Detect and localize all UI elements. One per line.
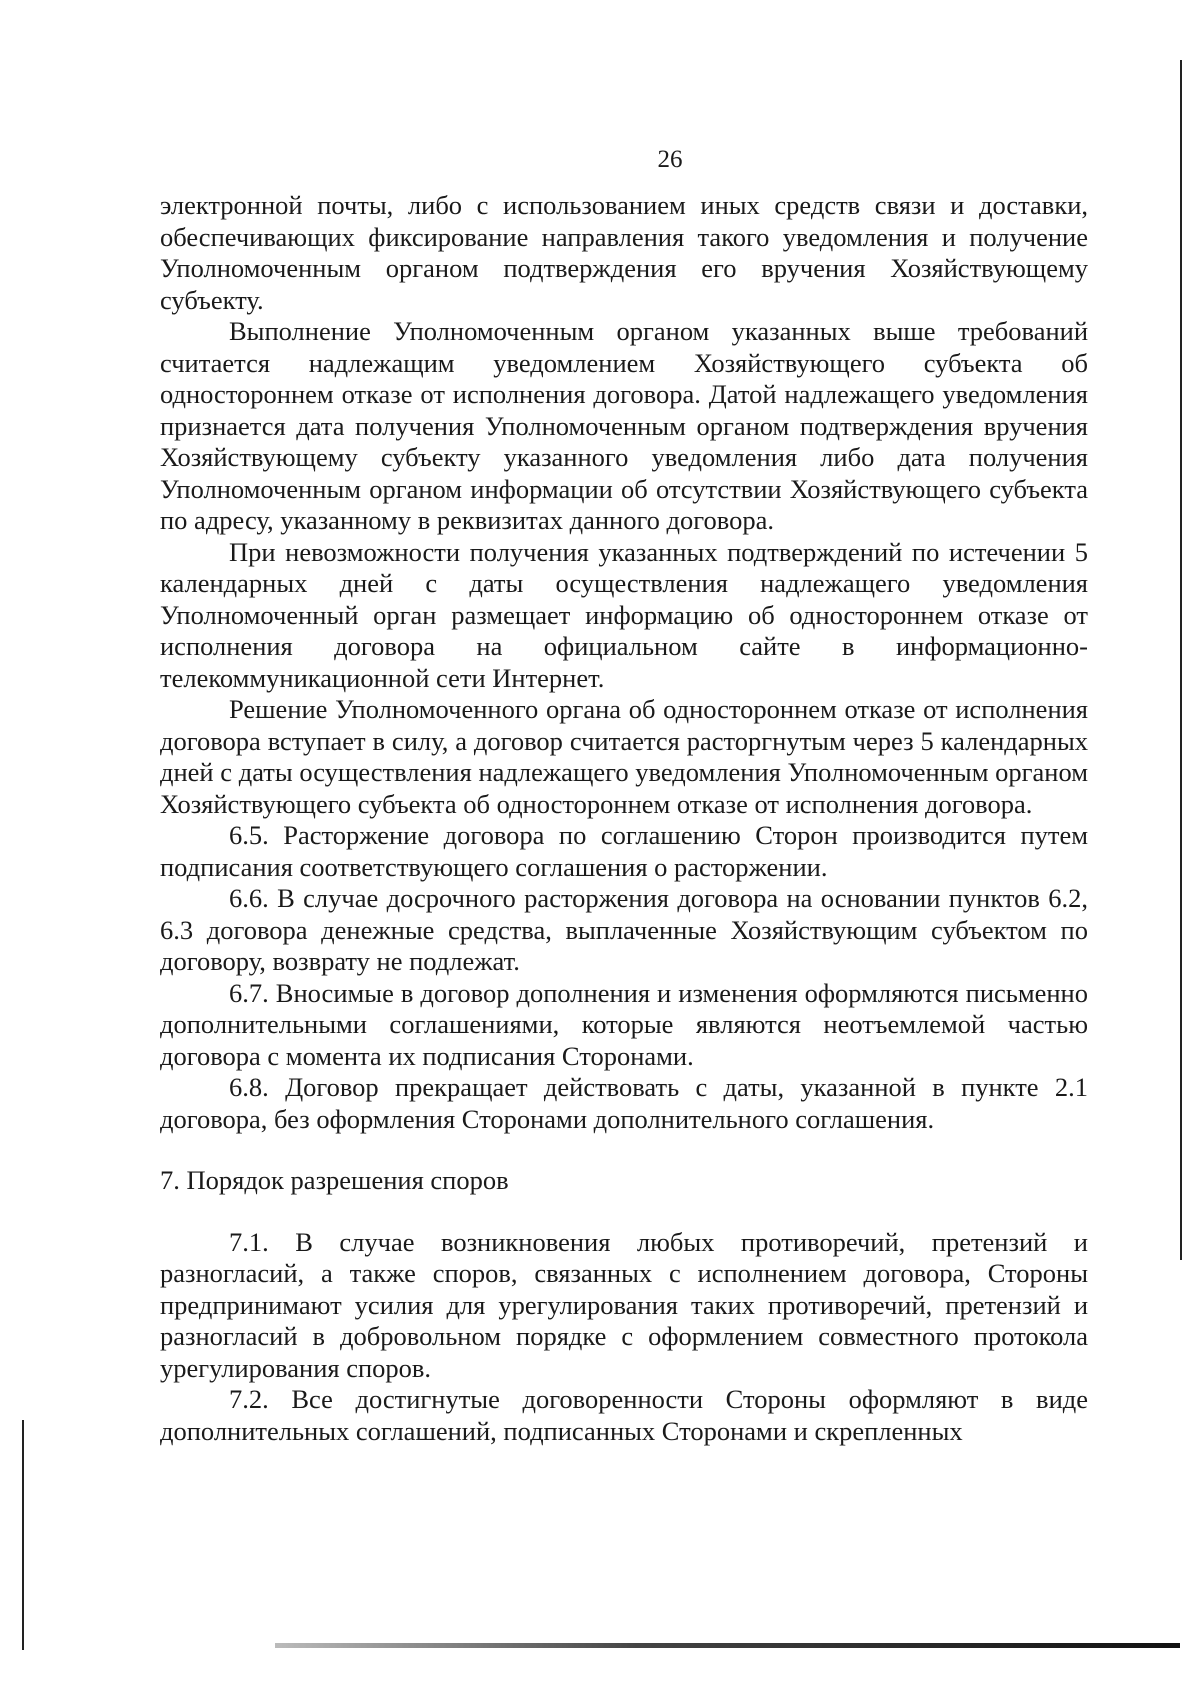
scan-edge-bottom [275,1643,1180,1648]
clause-6-6: 6.6. В случае досрочного расторжения договора на основании пунктов 6.2, 6.3 договора денежные средства, выплаченные Хозяйствующим субъектом по договору, возврату не подлежат. [160,883,1088,976]
clause-7-2: 7.2. Все достигнутые договоренности Стороны оформляют в виде дополнительных соглашений, подписанных Сторонами и скрепленных [160,1384,1088,1446]
section-heading: 7. Порядок разрешения споров [160,1165,509,1195]
clause-7-1: 7.1. В случае возникновения любых противоречий, претензий и разногласий, а также споров, связанных с исполнением договора, Стороны предпринимают усилия для урегулирования таких противоречий, претензий и разногласий в добровольном порядке с оформлением совместного протокола урегулирования споров. [160,1226,1088,1383]
paragraph-decision-effect: Решение Уполномоченного органа об одностороннем отказе от исполнения договора вступает в силу, а договор считается расторгнутым через 5 календарных дней с даты осуществления надлежащего уведомления Уполномоченным органом Хозяйствующего субъекта об одностороннем отказе от исполнения договора. [160,694,1088,819]
paragraph-publication: При невозможности получения указанных подтверждений по истечении 5 календарных дней с даты осуществления надлежащего уведомления Уполномоченный орган размещает информацию об одностороннем отказе от исполнения договора на официальном сайте в информационно-телекоммуникационной сети Интернет. [160,536,1088,693]
paragraph-continuation: электронной почты, либо с использованием иных средств связи и доставки, обеспечивающих фиксирование направления такого уведомления и получение Уполномоченным органом подтверждения его вручения Хозяйствующему субъекту. [160,190,1088,315]
document-body [160,190,1088,1447]
paragraph-notification-requirements: Выполнение Уполномоченным органом указанных выше требований считается надлежащим уведомлением Хозяйствующего субъекта об одностороннем отказе от исполнения договора. Датой надлежащего уведомления признается дата получения Уполномоченным органом подтверждения вручения Хозяйствующему субъекту указанного уведомления либо дата получения Уполномоченным органом информации об отсутствии Хозяйствующего субъекта по адресу, указанному в реквизитах данного договора. [160,316,1088,535]
scan-edge-right [1180,60,1182,1260]
clause-6-7: 6.7. Вносимые в договор дополнения и изменения оформляются письменно дополнительными соглашениями, которые являются неотъемлемой частью договора с момента их подписания Сторонами. [160,977,1088,1071]
scan-edge-left [22,1420,24,1650]
clause-6-8: 6.8. Договор прекращает действовать с даты, указанной в пункте 2.1 договора, без оформления Сторонами дополнительного соглашения. [160,1072,1088,1134]
page-number: 26 [657,146,683,173]
clause-6-5: 6.5. Расторжение договора по соглашению Сторон производится путем подписания соответствующего соглашения о расторжении. [160,820,1088,882]
